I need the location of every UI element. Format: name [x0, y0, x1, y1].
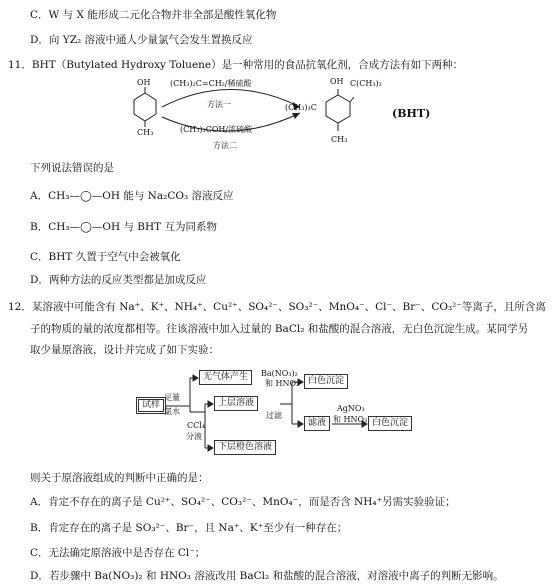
- question-11-option-a[interactable]: A．CH₃—◯—OH 能与 Na₂CO₃ 溶液反应: [30, 190, 234, 202]
- flow-reagent-top: 足量: [164, 393, 180, 402]
- question-12-stem-line-3: 取少量原溶液，设计并完成了如下实验：: [30, 344, 219, 356]
- flow-reagent-bottom: 氯水: [164, 407, 180, 416]
- question-11-ask: 下列说法错误的是: [30, 162, 114, 174]
- question-12-stem-line-1: 12．某溶液中可能含有 Na⁺、K⁺、NH₄⁺、Cu²⁺、SO₄²⁻、SO₃²⁻、MnO₄⁻、Cl⁻、Br⁻、CO₃²⁻等离子，且所含离: [8, 301, 546, 313]
- question-12-option-b[interactable]: B．肯定存在的离子是 SO₃²⁻、Br⁻，且 Na⁺、K⁺至少有一种存在；: [30, 522, 348, 534]
- flow-upper-solution: 上层溶液: [214, 396, 258, 411]
- product-oh: OH: [330, 77, 344, 86]
- product-left-substituent: (CH₃)₃C: [285, 103, 317, 112]
- question-12-option-c[interactable]: C．无法确定原溶液中是否存在 Cl⁻；: [30, 547, 206, 559]
- reactant-ch3: CH₃: [137, 128, 154, 137]
- question-12-stem-line-2: 子的物质的量的浓度都相等。往该溶液中加入过量的 BaCl₂ 和盐酸的混合溶液，无白色沉淀生成。某同学另: [30, 323, 529, 335]
- flow-ccl4: CCl₄: [187, 421, 206, 430]
- question-12-option-a[interactable]: A．肯定不存在的离子是 Cu²⁺、SO₄²⁻、CO₃²⁻、MnO₄⁻，而是否含 NH₄⁺另需实验验证；: [30, 496, 456, 508]
- flow-sample: 试样: [136, 397, 166, 414]
- question-11-stem: 11．BHT（Butylated Hydroxy Toluene）是一种常用的食品抗氧化剂，合成方法有如下两种：: [8, 59, 464, 71]
- flow-ag-reagent-2: 和 HNO₃: [333, 415, 368, 424]
- flow-ba-reagent-1: Ba(NO₃)₂: [261, 369, 298, 378]
- flow-white-precipitate-2: 白色沉淀: [368, 416, 412, 431]
- question-12-ask: 则关于原溶液组成的判断中正确的是：: [30, 472, 209, 484]
- flow-ba-reagent-2: 和 HNO₃: [265, 379, 300, 388]
- label-method-2: 方法二: [213, 141, 237, 150]
- question-11-option-c[interactable]: C．BHT 久置于空气中会被氧化: [30, 251, 181, 263]
- question-11-option-d[interactable]: D．两种方法的反应类型都是加成反应: [30, 274, 207, 286]
- reactant-oh: OH: [137, 78, 151, 87]
- bht-label: (BHT): [392, 107, 431, 120]
- question-12-option-d[interactable]: D．若步骤中 Ba(NO₃)₂ 和 HNO₃ 溶液改用 BaCl₂ 和盐酸的混合溶液，对溶液中离子的判断无影响。: [30, 570, 504, 582]
- reagent-method-1: (CH₃)₂C=CH₂/稀硫酸: [170, 79, 252, 88]
- product-benzene-ring: [322, 87, 354, 133]
- flow-ag-reagent-1: AgNO₃: [337, 404, 365, 413]
- flow-lower-orange: 下层橙色溶液: [214, 440, 276, 455]
- question-11-option-b[interactable]: B．CH₃—◯—OH 与 BHT 互为同系物: [30, 221, 218, 233]
- product-right-substituent: C(CH₃)₃: [350, 79, 382, 88]
- reactant-benzene-ring: [130, 87, 160, 129]
- option-d-previous: D．向 YZ₂ 溶液中通人少量氯气会发生置换反应: [30, 34, 253, 46]
- flow-white-precipitate-1: 白色沉淀: [304, 374, 348, 389]
- flow-filtrate: 滤液: [304, 416, 330, 431]
- label-method-1: 方法一: [207, 100, 231, 109]
- flow-filter: 过滤: [266, 411, 282, 420]
- reaction-scheme: [0, 75, 554, 155]
- experiment-flowchart: [0, 366, 554, 466]
- flow-no-gas: 无气体产生: [199, 370, 252, 385]
- option-c-previous: C．W 与 X 能形成二元化合物并非全部是酸性氧化物: [30, 9, 277, 21]
- product-ch3: CH₃: [331, 135, 348, 144]
- reagent-method-2: (CH₃)₃COH/浓硫酸: [180, 125, 253, 134]
- flow-separate: 分液: [186, 432, 202, 441]
